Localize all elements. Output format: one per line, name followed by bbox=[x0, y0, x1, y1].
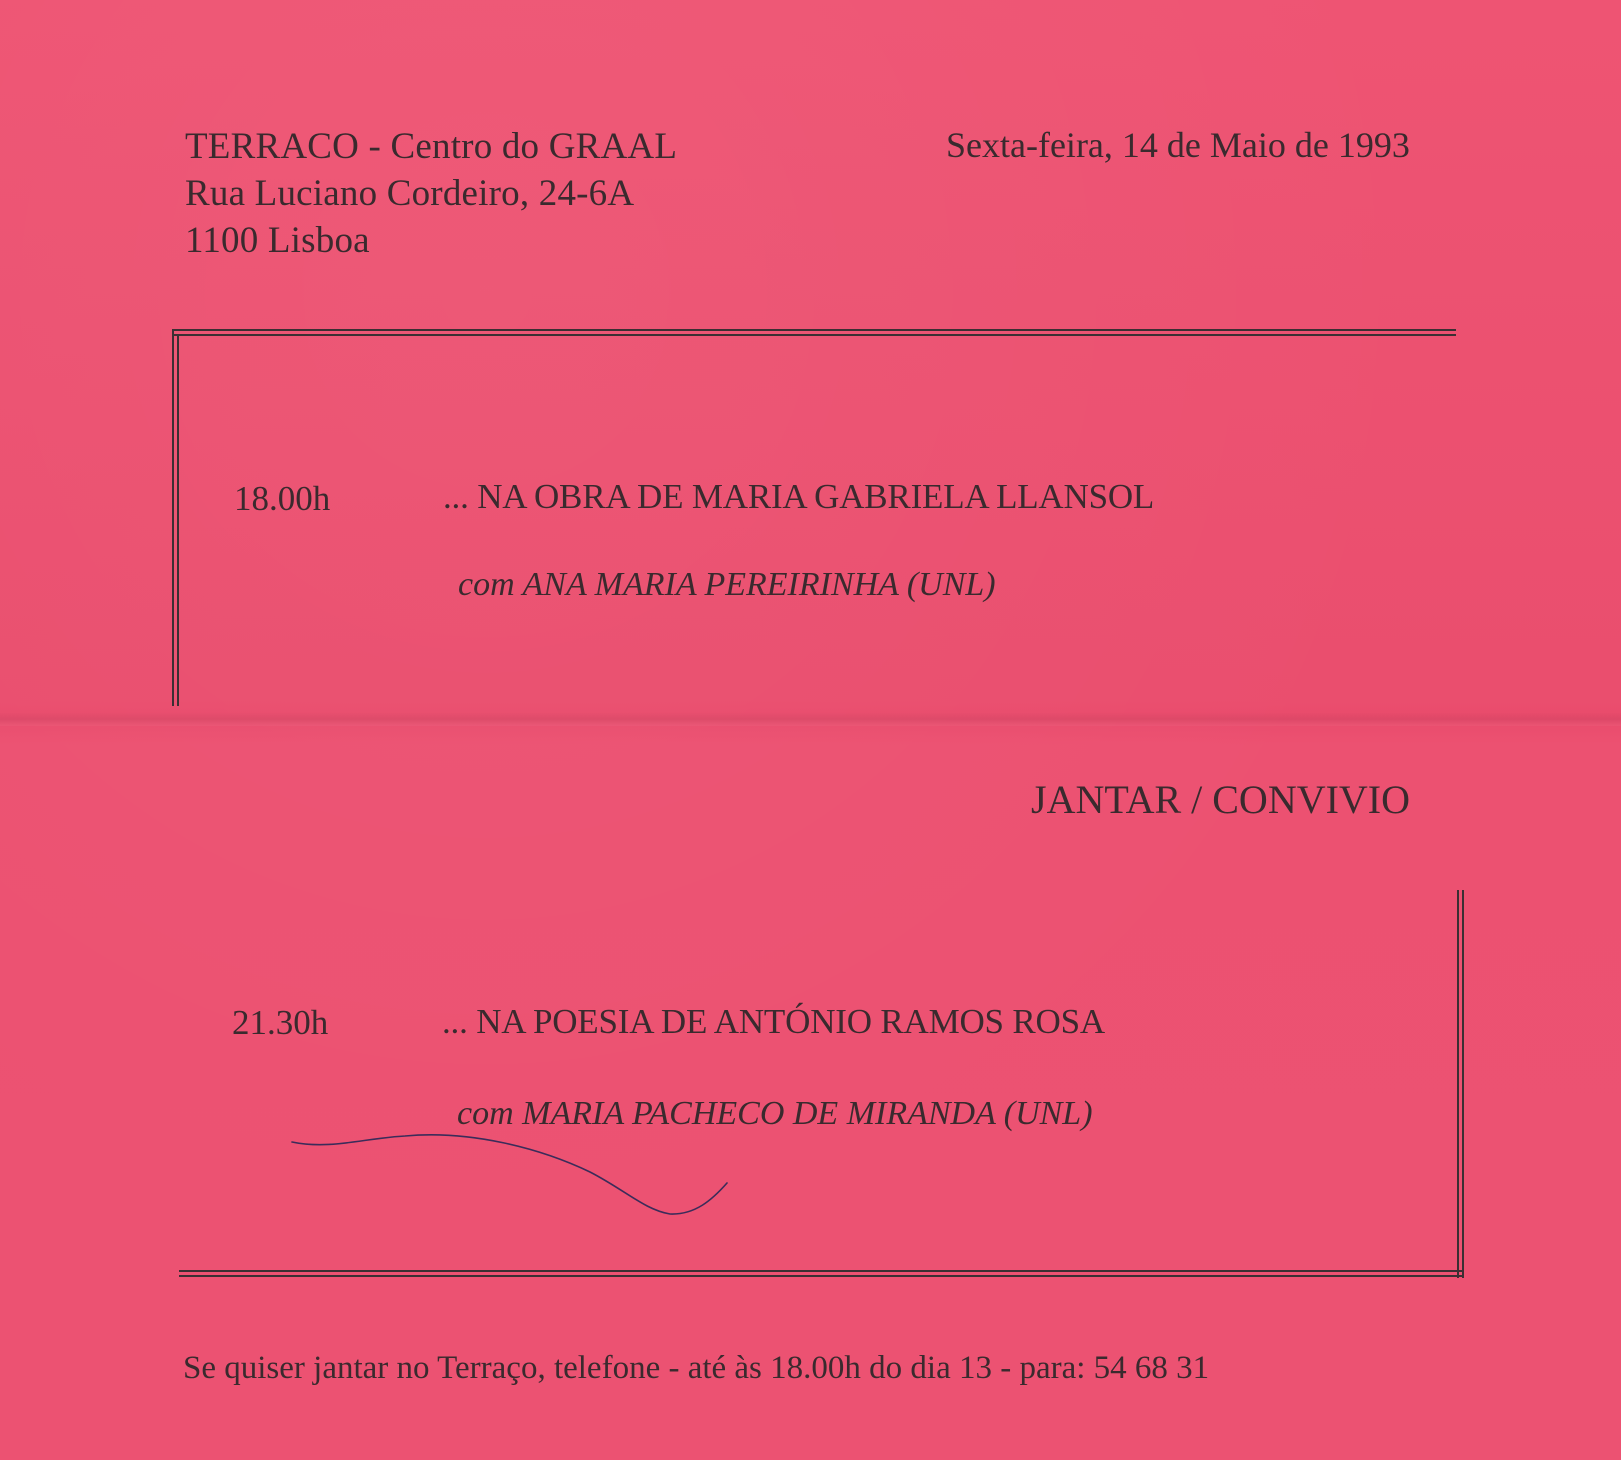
session-2-time: 21.30h bbox=[232, 1003, 329, 1042]
address-line-3: 1100 Lisboa bbox=[185, 220, 370, 261]
footer-note: Se quiser jantar no Terraço, telefone - até às 18.00h do dia 13 - para: 54 68 31 bbox=[183, 1350, 1210, 1386]
session-2-title: ... NA POESIA DE ANTÓNIO RAMOS ROSA bbox=[442, 1002, 1105, 1041]
session-2-speaker: com MARIA PACHECO DE MIRANDA (UNL) bbox=[457, 1095, 1093, 1132]
address-line-1: TERRACO - Centro do GRAAL bbox=[185, 126, 678, 167]
event-date: Sexta-feira, 14 de Maio de 1993 bbox=[946, 125, 1410, 165]
address-line-2: Rua Luciano Cordeiro, 24-6A bbox=[185, 173, 635, 214]
session-1-speaker: com ANA MARIA PEREIRINHA (UNL) bbox=[458, 566, 996, 603]
dinner-label: JANTAR / CONVIVIO bbox=[1031, 777, 1411, 822]
session-1-time: 18.00h bbox=[234, 479, 331, 518]
session-1-title: ... NA OBRA DE MARIA GABRIELA LLANSOL bbox=[443, 477, 1155, 516]
